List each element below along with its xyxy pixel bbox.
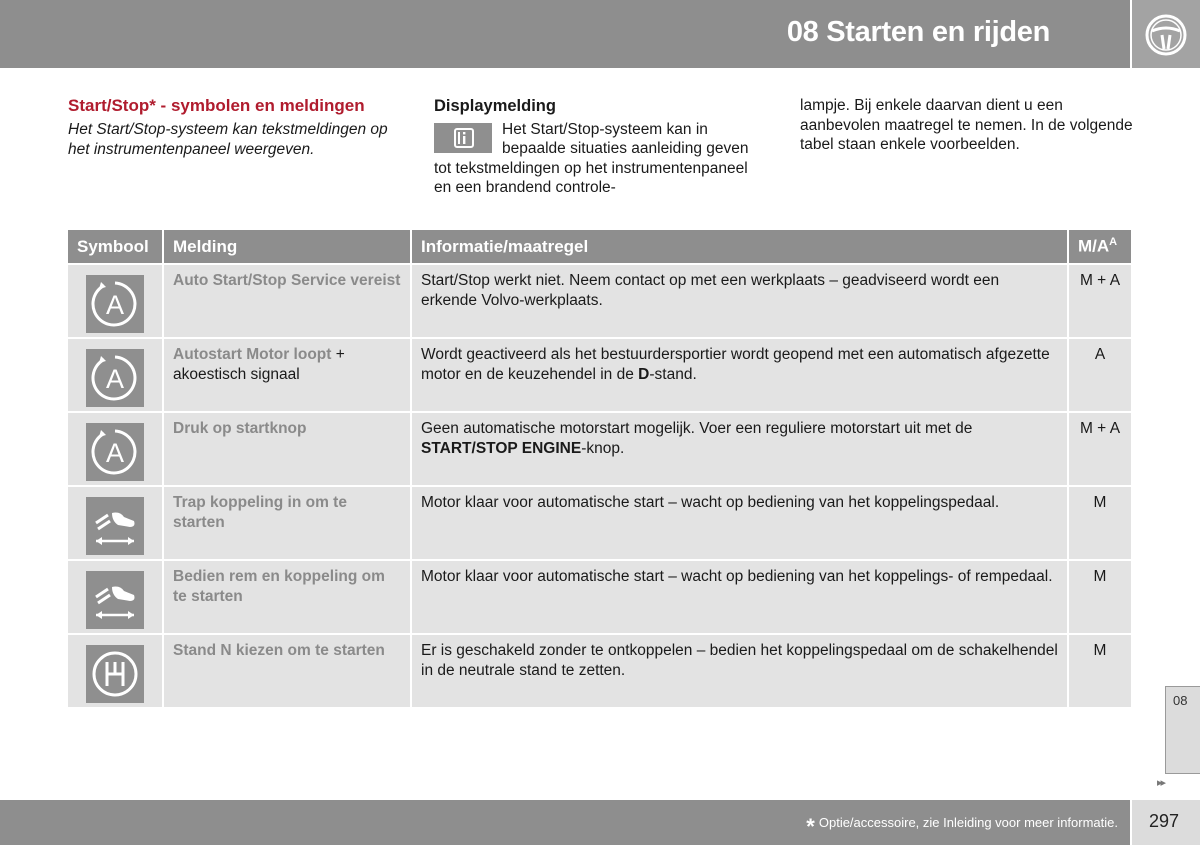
page-number: 297 (1149, 811, 1180, 831)
ma-cell: A (1068, 338, 1131, 412)
header-ma-superscript: A (1109, 236, 1118, 249)
symbol-cell (68, 264, 163, 338)
message-title: Auto Start/Stop Service vereist (173, 272, 401, 289)
messages-table (68, 230, 1131, 709)
header-info: Informatie/maatregel (411, 230, 1068, 264)
message-cell (163, 338, 411, 412)
chapter-side-tab[interactable] (1165, 686, 1200, 774)
ma-cell: M + A (1068, 412, 1131, 486)
display-message-section (434, 97, 764, 198)
ma-cell: M + A (1068, 264, 1131, 338)
symbol-cell (68, 412, 163, 486)
symbol-cell (68, 338, 163, 412)
message-title: Druk op startknop (173, 420, 307, 437)
auto-start-stop-icon (90, 427, 140, 477)
info-badge (434, 123, 492, 153)
section-heading: Start/Stop* - symbolen en meldingen (68, 96, 365, 115)
clutch-pedal-icon (90, 501, 140, 551)
info-text: Start/Stop werkt niet. Neem contact op met een werkplaats – geadviseerd wordt een erkende Volvo-werkplaats. (421, 272, 1000, 309)
side-tab-label: 08 (1173, 693, 1188, 708)
info-text: Er is geschakeld zonder te ontkoppelen – bedien het koppelingspedaal om de schakelhendel in de neutrale stand te zetten. (421, 642, 1058, 679)
info-bold: START/STOP ENGINE (421, 439, 582, 457)
ma-cell: M (1068, 560, 1131, 634)
info-text: Wordt geactiveerd als het bestuurdersportier wordt geopend met een automatisch afgezette motor en de keuzehendel in de (421, 346, 1050, 383)
message-title: Stand N kiezen om te starten (173, 642, 385, 659)
info-cell (411, 560, 1068, 634)
svg-text:A: A (105, 438, 125, 468)
message-title: Trap koppeling in om te starten (173, 494, 347, 531)
info-cell (411, 338, 1068, 412)
symbol-cell (68, 486, 163, 560)
next-page-arrows-icon[interactable]: ▸▸ (1157, 777, 1165, 789)
info-cell (411, 486, 1068, 560)
table-row (68, 264, 1131, 338)
symbol-box (86, 349, 144, 407)
header-ma (1068, 230, 1131, 264)
chapter-title: 08 Starten en rijden (786, 16, 1050, 48)
symbol-box (86, 497, 144, 555)
info-cell (411, 412, 1068, 486)
info-text: Geen automatische motorstart mogelijk. Voer een reguliere motorstart uit met de (421, 420, 973, 437)
header-symbol: Symbool (68, 230, 163, 264)
display-text: Het Start/Stop-systeem kan in bepaalde situaties aanleiding geven tot tekstmeldingen op het instrumentenpaneel en een brandend controle- (434, 120, 749, 196)
message-cell (163, 412, 411, 486)
message-extra: + akoestisch signaal (173, 346, 345, 383)
message-cell (163, 634, 411, 708)
auto-start-stop-icon (90, 279, 140, 329)
display-heading: Displaymelding (434, 97, 556, 115)
table-row (68, 634, 1131, 708)
svg-text:A: A (105, 364, 125, 394)
symbol-box (86, 275, 144, 333)
ma-cell: M (1068, 486, 1131, 560)
page-header (0, 0, 1130, 68)
info-text-end: -stand. (649, 365, 697, 383)
table-row (68, 486, 1131, 560)
table-header-row (68, 230, 1131, 264)
clutch-pedal-icon (90, 575, 140, 625)
svg-text:A: A (105, 290, 125, 320)
message-cell (163, 486, 411, 560)
header-ma-label: M/A (1078, 236, 1110, 256)
display-text-continued: lampje. Bij enkele daarvan dient u een aanbevolen maatregel te nemen. In de volgende tabel staan enkele voorbeelden. (800, 97, 1133, 153)
symbol-cell (68, 560, 163, 634)
footnote-text: Optie/accessoire, zie Inleiding voor meer informatie. (818, 815, 1118, 830)
info-cell (411, 264, 1068, 338)
symbol-box (86, 423, 144, 481)
page-number-box (1132, 800, 1200, 845)
info-bold: D (638, 365, 650, 383)
symbol-box (86, 571, 144, 629)
info-icon (454, 128, 474, 148)
steering-wheel-icon (1144, 13, 1188, 57)
symbol-cell (68, 634, 163, 708)
message-title: Autostart Motor loopt (173, 346, 332, 363)
info-text: Motor klaar voor automatische start – wacht op bediening van het koppelings- of rempedaal. (421, 568, 1053, 585)
message-cell (163, 264, 411, 338)
footnote-asterisk: * (806, 814, 815, 839)
intro-section (68, 96, 398, 160)
message-title: Bedien rem en koppeling om te starten (173, 568, 385, 605)
info-text-end: -knop. (581, 439, 625, 457)
footnote (806, 814, 1118, 840)
ma-cell: M (1068, 634, 1131, 708)
chapter-icon-box (1132, 0, 1200, 68)
table-row (68, 560, 1131, 634)
header-message: Melding (163, 230, 411, 264)
table-row (68, 338, 1131, 412)
symbol-box (86, 645, 144, 703)
gear-neutral-icon (90, 649, 140, 699)
page-footer (0, 800, 1130, 845)
auto-start-stop-icon (90, 353, 140, 403)
info-cell (411, 634, 1068, 708)
info-text: Motor klaar voor automatische start – wacht op bediening van het koppelingspedaal. (421, 494, 1000, 511)
table-row (68, 412, 1131, 486)
intro-text: Het Start/Stop-systeem kan tekstmeldingen op het instrumentenpaneel weergeven. (68, 121, 388, 158)
message-cell (163, 560, 411, 634)
